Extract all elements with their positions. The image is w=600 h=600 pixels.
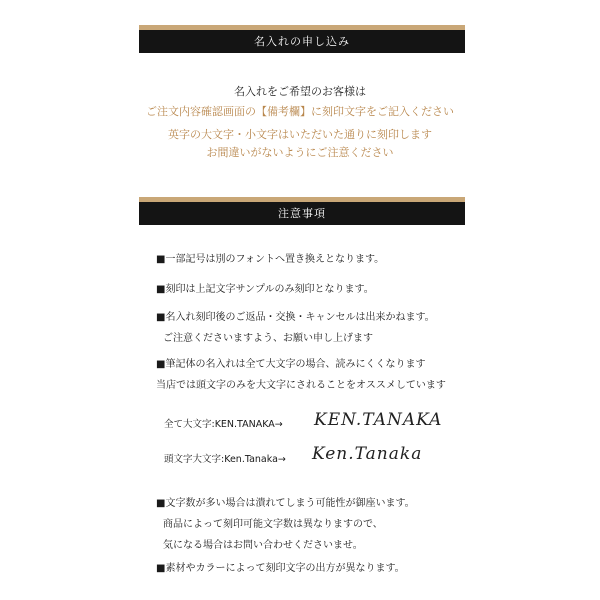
note-line: ご注意くださいますよう、お願い申し上げます [163,333,373,344]
note-item [156,308,435,344]
note-line: ■一部記号は別のフォントへ置き換えとなります。 [156,254,385,265]
sample-label-capitalized: 頭文字大文字:Ken.Tanaka→ [164,454,286,465]
sample-label-uppercase: 全て大文字:KEN.TANAKA→ [164,419,283,430]
note-item [156,355,446,391]
note-line: ■刻印は上記文字サンプルのみ刻印となります。 [156,284,374,295]
note-line: 気になる場合はお問い合わせくださいませ。 [163,540,363,551]
note-line: 当店では頭文字のみを大文字にされることをオススメしています [156,380,446,391]
intro-line-2: ご注文内容確認画面の【備考欄】に刻印文字をご記入ください [146,105,454,118]
note-item [156,494,415,551]
notes-section-header [139,197,465,225]
note-line: ■筆記体の名入れは全て大文字の場合、読みにくくなります [156,359,426,370]
note-item [156,250,384,265]
notes-header-title: 注意事項 [139,202,465,225]
application-section-header [139,25,465,53]
application-header-title: 名入れの申し込み [139,30,465,53]
intro-line-1: 名入れをご希望のお客様は [234,85,366,98]
sample-script-capitalized: Ken.Tanaka [312,444,423,464]
note-line: 商品によって刻印可能文字数は異なりますので、 [163,519,383,530]
intro-line-3: 英字の大文字・小文字はいただいた通りに刻印します [168,128,432,141]
intro-line-4: お間違いがないようにご注意ください [206,146,394,159]
note-line: ■文字数が多い場合は潰れてしまう可能性が御座います。 [156,498,415,509]
note-line: ■素材やカラーによって刻印文字の出方が異なります。 [156,563,405,574]
note-item [156,280,374,295]
note-item [156,559,405,574]
note-line: ■名入れ刻印後のご返品・交換・キャンセルは出来かねます。 [156,312,435,323]
sample-script-uppercase: KEN.TANAKA [314,410,443,430]
